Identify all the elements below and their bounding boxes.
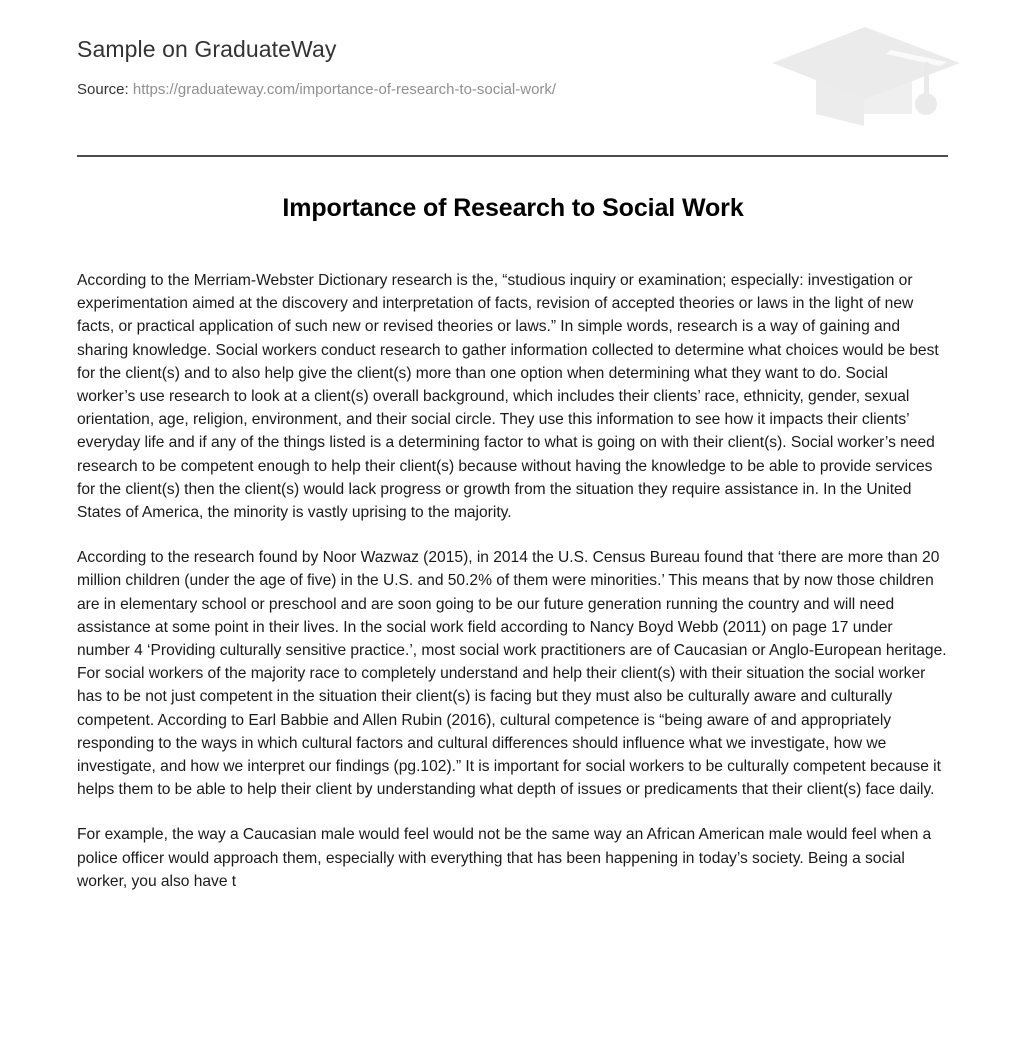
paragraph: For example, the way a Caucasian male would feel would not be the same way an African American male would feel when a police officer would approach them, especially with everything that has been happening in today’s society. Being a social worker, you also have t bbox=[77, 826, 932, 890]
document-header bbox=[77, 34, 947, 100]
paragraph: According to the research found by Noor Wazwaz (2015), in 2014 the U.S. Census Bureau found that ‘there are more than 20 million children (under the age of five) in the U.S. and 50.2% of them were minorities.’ This means that by now those children are in elementary school or preschool and are soon going to be our future generation running the country and will need assistance at some point in their lives. In the social work field according to Nancy Boyd Webb (2011) on page 17 under number 4 ‘Providing culturally sensitive practice.’, most social work practitioners are of Caucasian or Anglo-European heritage. For social workers of the majority race to completely understand and help their client(s) with their situation the social worker has to be not just competent in the situation their client(s) is facing but they must also be culturally aware and culturally competent. According to Earl Babbie and Allen Rubin (2016), cultural competence is “being aware of and appropriately responding to the ways in which cultural factors and cultural differences should influence what we investigate, how we investigate, and how we interpret our findings (pg.102).” It is important for social workers to be culturally competent because it helps them to be able to help their client by understanding what depth of issues or predicaments that their client(s) face daily. bbox=[77, 549, 947, 799]
page-title: Importance of Research to Social Work bbox=[282, 194, 744, 222]
header-divider bbox=[77, 155, 948, 157]
brand-title: Sample on GraduateWay bbox=[77, 36, 337, 62]
source-line bbox=[77, 80, 947, 100]
article-body bbox=[77, 269, 949, 893]
paragraph: According to the Merriam-Webster Dictionary research is the, “studious inquiry or examination; especially: investigation or experimentation aimed at the discovery and interpretation of facts, revision of accepted theories or laws in the light of new facts, or practical application of such new or revised theories or laws.” In simple words, research is a way of gaining and sharing knowledge. Social workers conduct research to gather information collected to determine what choices would be best for the client(s) and to also help give the client(s) more than one option when determining what they want to do. Social worker’s use research to look at a client(s) overall background, which includes their clients’ race, ethnicity, gender, sexual orientation, age, religion, environment, and their social circle. They use this information to see how it impacts their clients’ everyday life and if any of the things listed is a determining factor to what is going on with their client(s). Social worker’s need research to be competent enough to help their client(s) because without having the knowledge to be able to provide services for the client(s) then the client(s) would lack progress or growth from the situation they require assistance in. In the United States of America, the minority is vastly uprising to the majority. bbox=[77, 272, 939, 522]
source-label: Source: bbox=[77, 81, 129, 98]
source-url[interactable]: https://graduateway.com/importance-of-research-to-social-work/ bbox=[132, 81, 557, 98]
article bbox=[77, 192, 949, 893]
